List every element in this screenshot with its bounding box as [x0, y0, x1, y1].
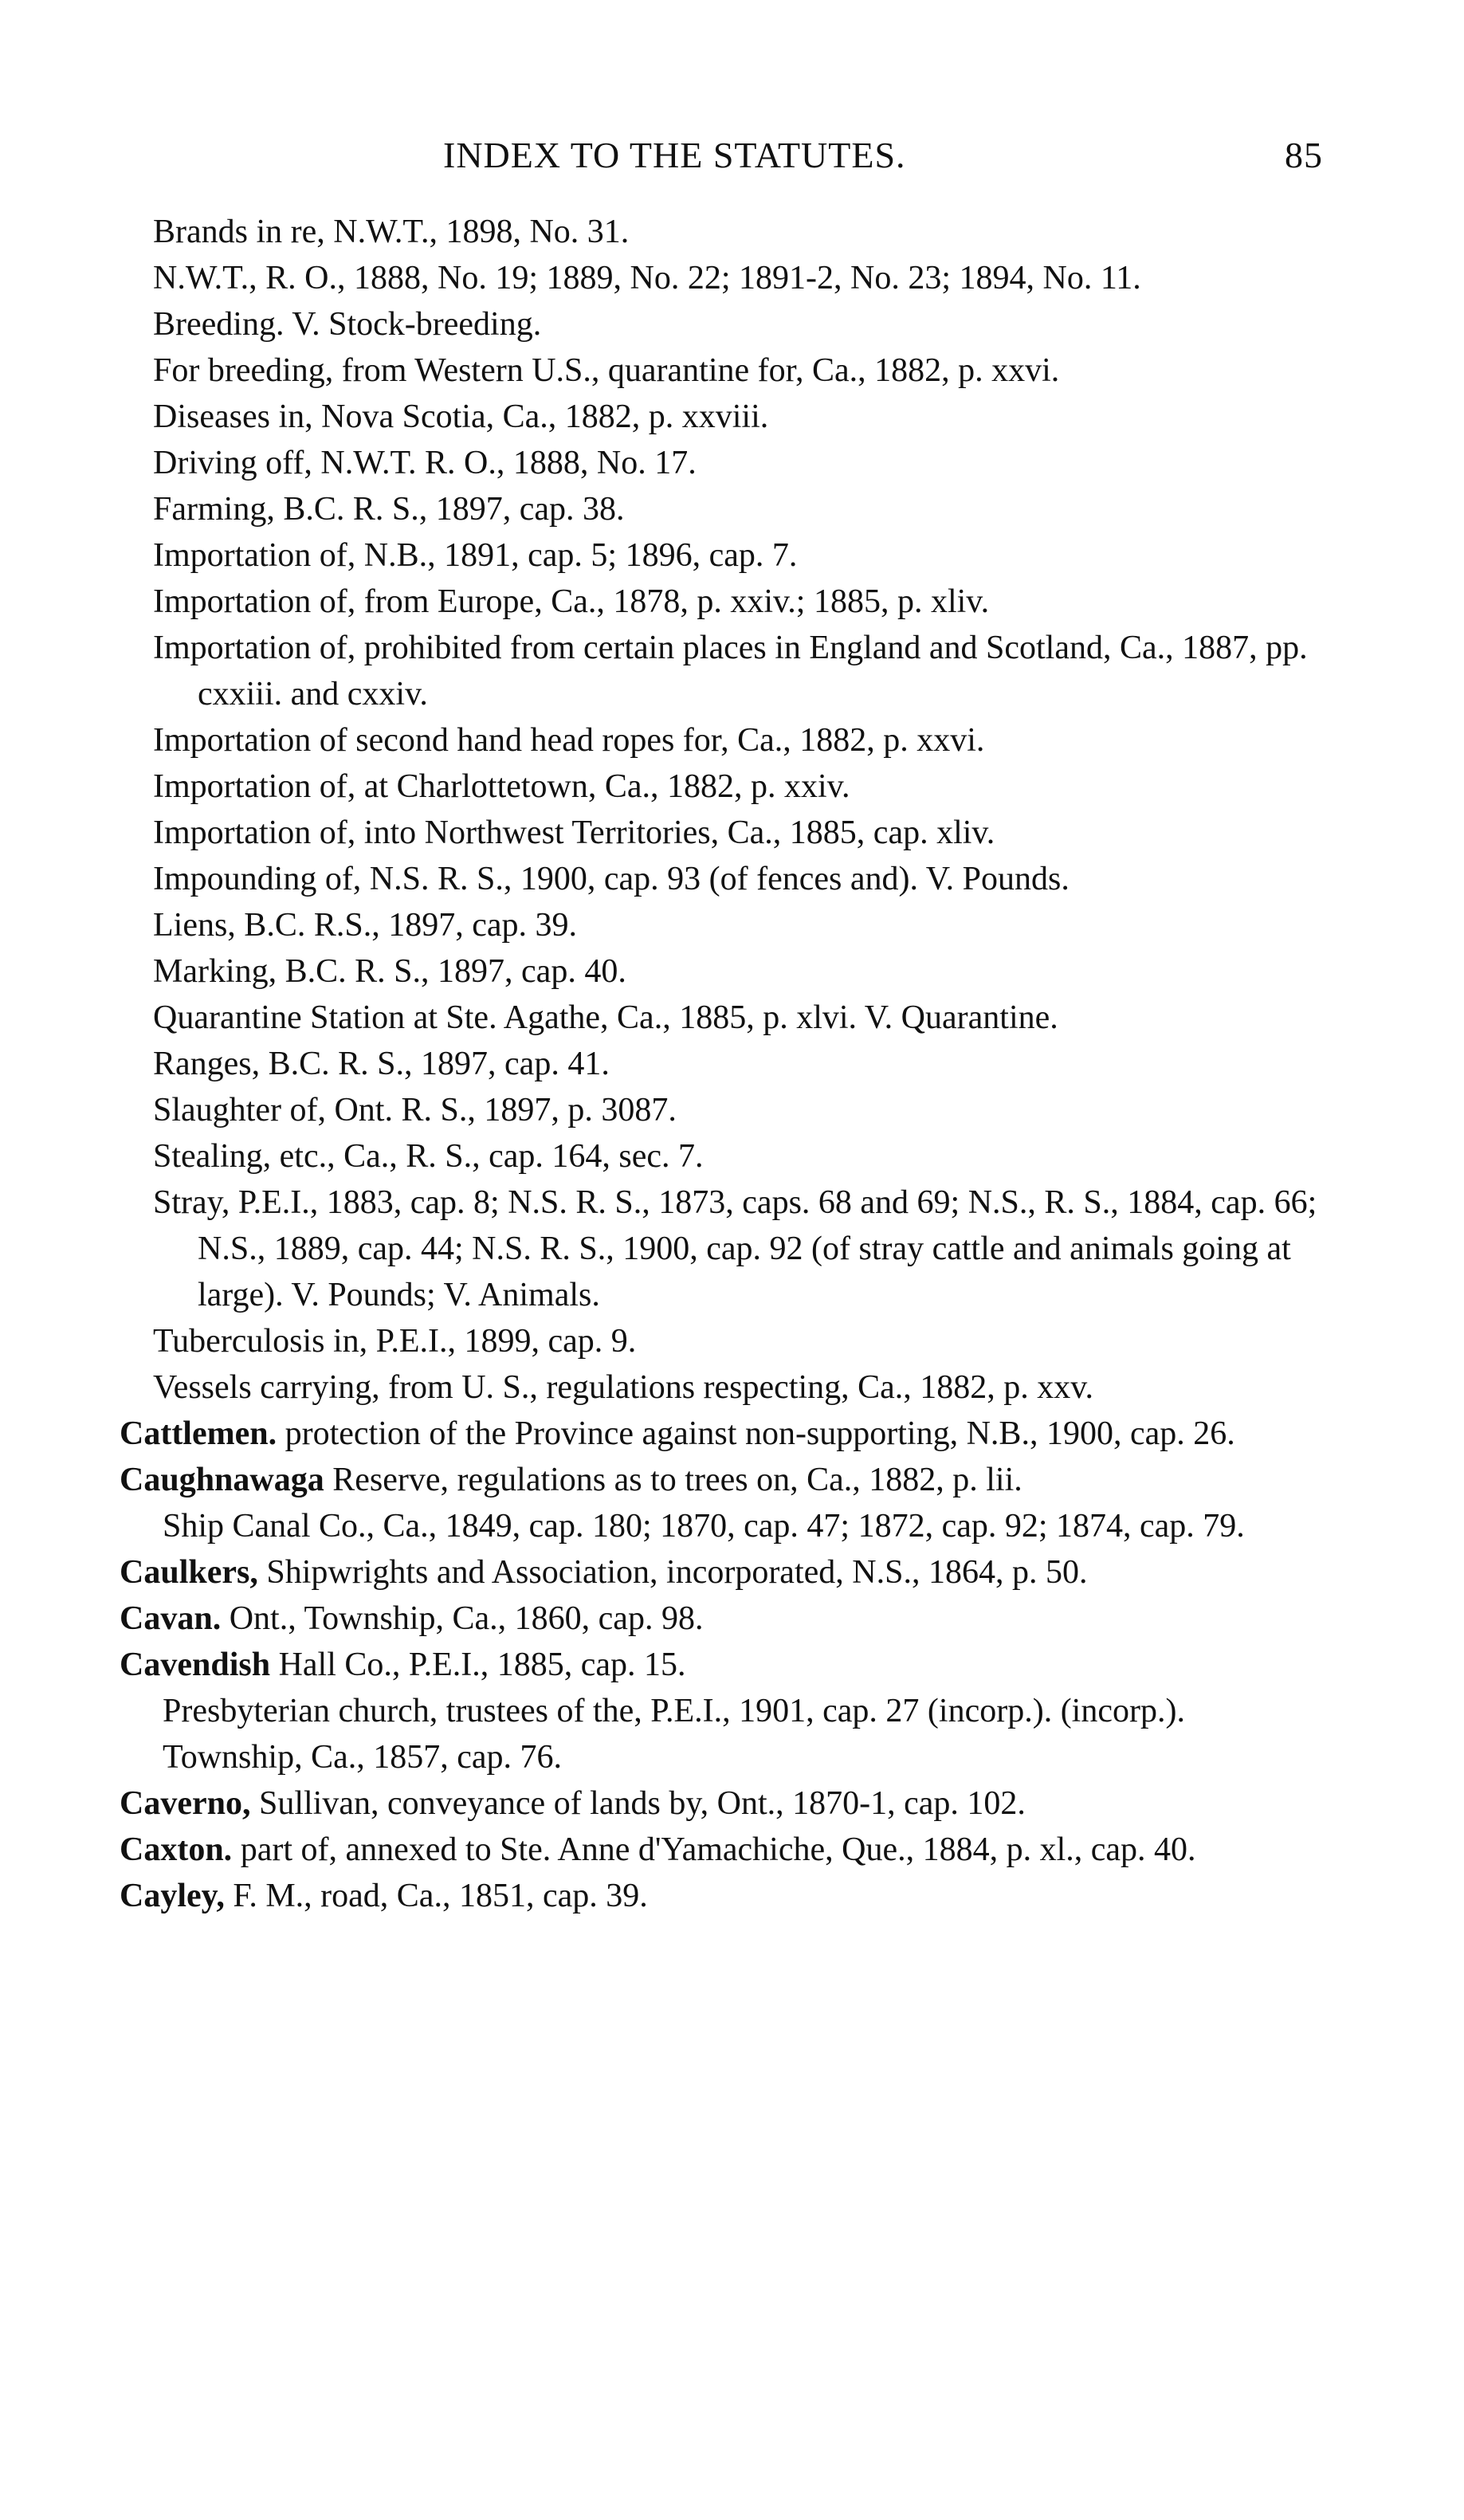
index-sub-entry [120, 209, 1331, 255]
entry-text: Quarantine Station at Ste. Agathe, Ca., 1885, p. xlvi. V. Quarantine. [153, 999, 1058, 1036]
index-sub-entry [120, 902, 1331, 948]
index-sub-entry [120, 579, 1331, 625]
entry-text: Slaughter of, Ont. R. S., 1897, p. 3087. [153, 1092, 677, 1129]
entry-text: Importation of, from Europe, Ca., 1878, p. xxiv.; 1885, p. xliv. [153, 583, 990, 620]
index-sub-entry [120, 486, 1331, 532]
index-sub-entry [120, 1041, 1331, 1087]
index-main-entry [120, 1827, 1331, 1873]
index-sub-entry [120, 255, 1331, 301]
index-main-entry [120, 1596, 1331, 1642]
entry-text: Tuberculosis in, P.E.I., 1899, cap. 9. [153, 1323, 637, 1360]
index-sub-entry [120, 301, 1331, 347]
entry-text: Diseases in, Nova Scotia, Ca., 1882, p. xxviii. [153, 398, 769, 435]
index-sub-entry [120, 347, 1331, 394]
index-sub-entry [120, 995, 1331, 1041]
entry-heading: Caverno, [120, 1785, 251, 1822]
entry-text: Stray, P.E.I., 1883, cap. 8; N.S. R. S., 1873, caps. 68 and 69; N.S., R. S., 1884, cap. 66; N.S., 1889, cap. 44; N.S. R. S., 1900, cap. 92 (of stray cattle and animals going at large). V. Pounds; V. Animals. [153, 1184, 1317, 1313]
entry-text: Township, Ca., 1857, cap. 76. [163, 1739, 563, 1776]
page-number: 85 [1285, 135, 1323, 175]
index-sub-entry [120, 856, 1331, 902]
index-sub-entry [120, 1734, 1331, 1780]
entry-text: protection of the Province against non-supporting, N.B., 1900, cap. 26. [277, 1415, 1235, 1452]
index-main-entry [120, 1411, 1331, 1457]
index-sub-entry [120, 1503, 1331, 1549]
index-sub-entry [120, 717, 1331, 763]
entry-text: For breeding, from Western U.S., quarantine for, Ca., 1882, p. xxvi. [153, 352, 1060, 389]
entry-text: Importation of, prohibited from certain places in England and Scotland, Ca., 1887, pp. cxxiii. and cxxiv. [153, 630, 1308, 712]
entry-text: F. M., road, Ca., 1851, cap. 39. [224, 1878, 648, 1914]
index-entries [120, 209, 1331, 1919]
entry-text: Importation of, into Northwest Territories, Ca., 1885, cap. xliv. [153, 814, 995, 851]
entry-text: Brands in re, N.W.T., 1898, No. 31. [153, 214, 630, 250]
entry-text: Reserve, regulations as to trees on, Ca., 1882, p. lii. [324, 1462, 1022, 1498]
index-main-entry [120, 1873, 1331, 1919]
entry-text: Stealing, etc., Ca., R. S., cap. 164, sec. 7. [153, 1138, 704, 1175]
entry-text: Marking, B.C. R. S., 1897, cap. 40. [153, 953, 626, 990]
index-sub-entry [120, 532, 1331, 579]
index-main-entry [120, 1780, 1331, 1827]
entry-text: Ont., Township, Ca., 1860, cap. 98. [221, 1600, 704, 1637]
index-sub-entry [120, 810, 1331, 856]
entry-text: part of, annexed to Ste. Anne d'Yamachiche, Que., 1884, p. xl., cap. 40. [232, 1831, 1196, 1868]
entry-text: Farming, B.C. R. S., 1897, cap. 38. [153, 491, 625, 528]
index-sub-entry [120, 1688, 1331, 1734]
index-sub-entry [120, 1087, 1331, 1133]
entry-text: Breeding. V. Stock-breeding. [153, 306, 542, 343]
index-main-entry [120, 1642, 1331, 1688]
index-sub-entry [120, 1364, 1331, 1411]
page-title: INDEX TO THE STATUTES. [443, 135, 906, 175]
entry-heading: Cavan. [120, 1600, 222, 1637]
entry-heading: Caxton. [120, 1831, 233, 1868]
index-sub-entry [120, 763, 1331, 810]
index-main-entry [120, 1457, 1331, 1503]
index-sub-entry [120, 1318, 1331, 1364]
index-sub-entry [120, 1133, 1331, 1180]
index-main-entry [120, 1549, 1331, 1596]
entry-heading: Cavendish [120, 1647, 271, 1683]
entry-text: Ship Canal Co., Ca., 1849, cap. 180; 1870, cap. 47; 1872, cap. 92; 1874, cap. 79. [163, 1508, 1245, 1545]
index-sub-entry [120, 440, 1331, 486]
entry-text: Importation of, at Charlottetown, Ca., 1882, p. xxiv. [153, 768, 850, 805]
entry-text: Sullivan, conveyance of lands by, Ont., 1870-1, cap. 102. [250, 1785, 1026, 1822]
entry-heading: Caulkers, [120, 1554, 258, 1591]
entry-heading: Cattlemen. [120, 1415, 277, 1452]
entry-text: Shipwrights and Association, incorporated, N.S., 1864, p. 50. [257, 1554, 1088, 1591]
entry-text: Driving off, N.W.T. R. O., 1888, No. 17. [153, 445, 697, 481]
entry-text: Liens, B.C. R.S., 1897, cap. 39. [153, 907, 577, 944]
entry-text: N.W.T., R. O., 1888, No. 19; 1889, No. 22; 1891-2, No. 23; 1894, No. 11. [153, 260, 1141, 296]
entry-heading: Caughnawaga [120, 1462, 324, 1498]
entry-text: Importation of second hand head ropes for, Ca., 1882, p. xxvi. [153, 722, 985, 759]
index-sub-entry [120, 948, 1331, 995]
entry-text: Presbyterian church, trustees of the, P.E.I., 1901, cap. 27 (incorp.). (incorp.). [163, 1693, 1185, 1729]
entry-text: Ranges, B.C. R. S., 1897, cap. 41. [153, 1046, 610, 1082]
index-sub-entry [120, 394, 1331, 440]
index-sub-entry [120, 625, 1331, 717]
index-sub-entry [120, 1180, 1331, 1318]
entry-text: Vessels carrying, from U. S., regulations respecting, Ca., 1882, p. xxv. [153, 1369, 1094, 1406]
entry-text: Importation of, N.B., 1891, cap. 5; 1896, cap. 7. [153, 537, 798, 574]
entry-text: Hall Co., P.E.I., 1885, cap. 15. [270, 1647, 686, 1683]
entry-heading: Cayley, [120, 1878, 225, 1914]
entry-text: Impounding of, N.S. R. S., 1900, cap. 93 (of fences and). V. Pounds. [153, 861, 1070, 897]
